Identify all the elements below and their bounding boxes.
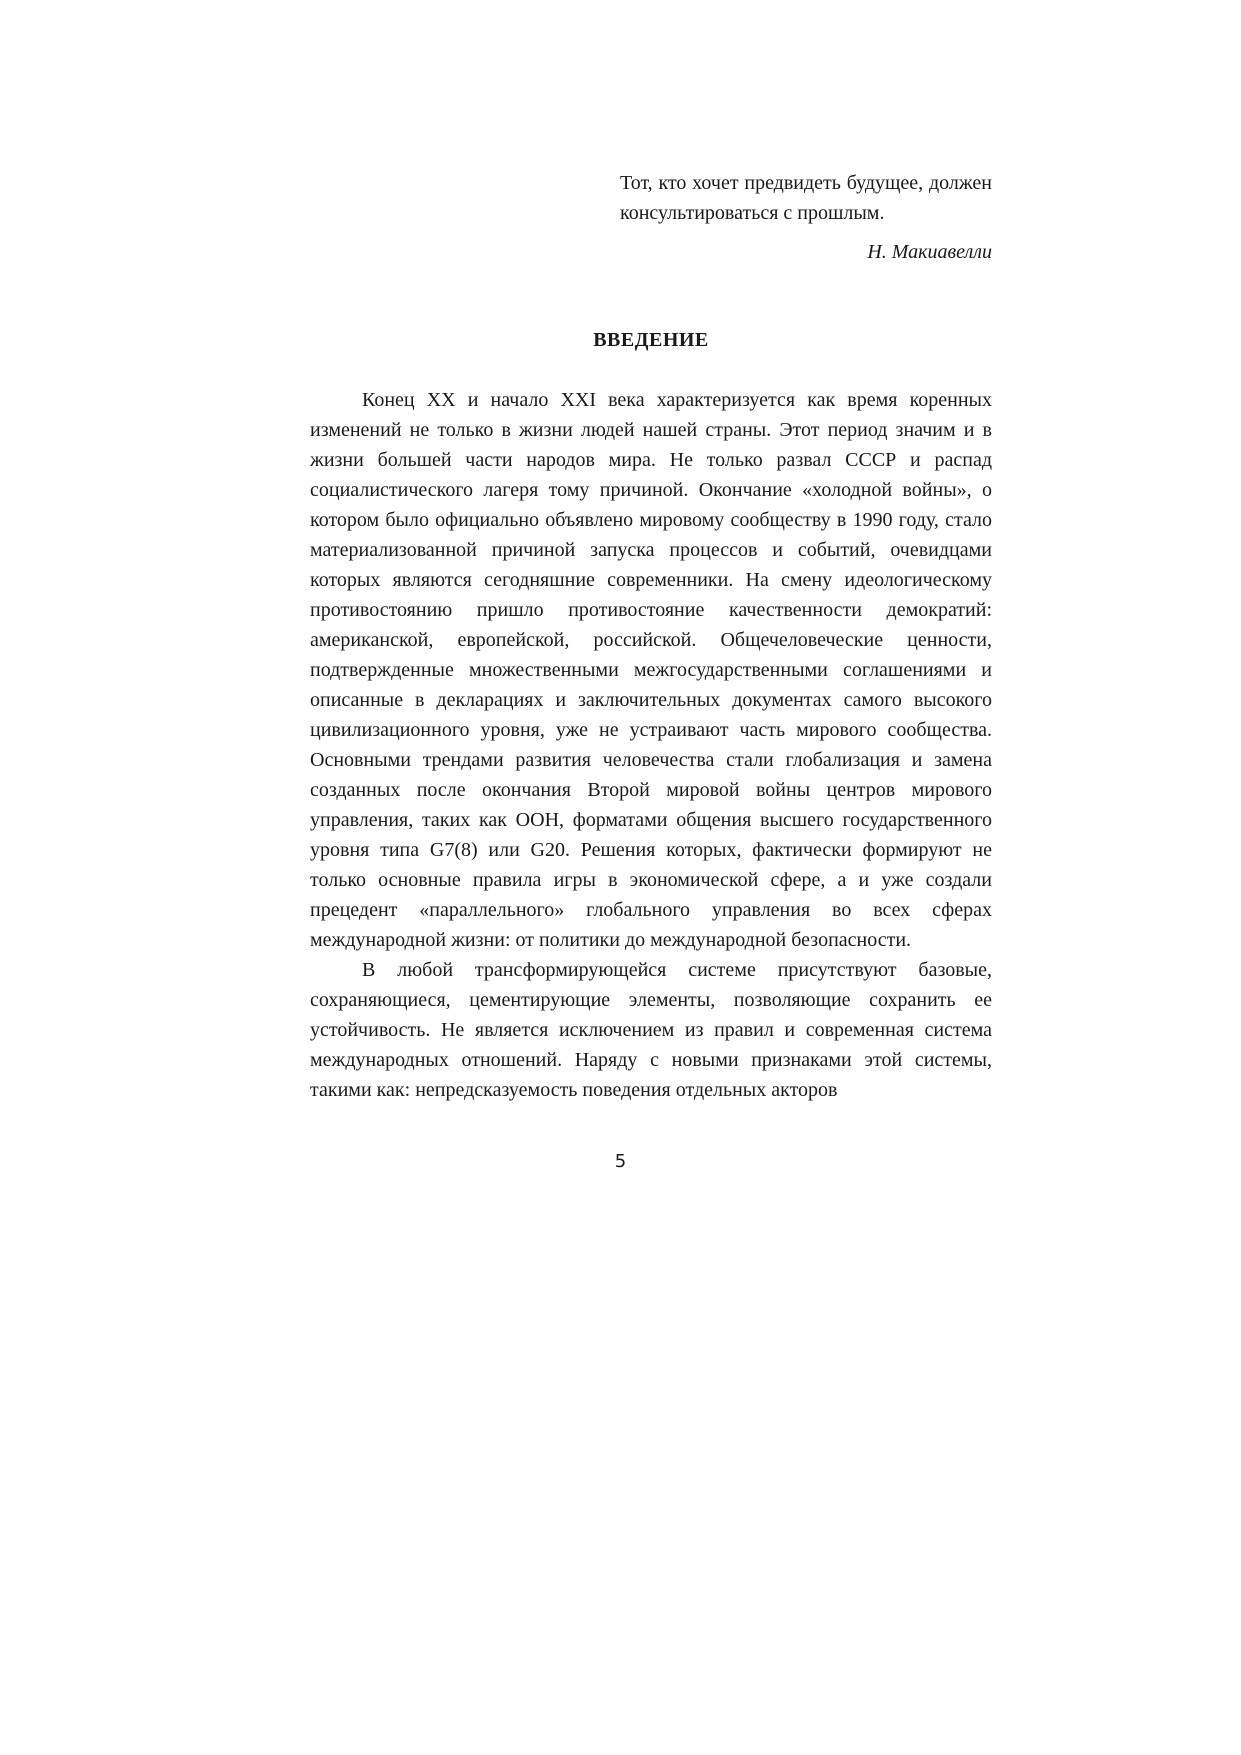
epigraph-author: Н. Макиавелли — [867, 241, 992, 263]
epigraph-quote: Тот, кто хочет предвидеть будущее, должен консультироваться с прошлым. — [620, 172, 992, 224]
body-text — [310, 385, 992, 1105]
epigraph — [620, 168, 992, 267]
chapter-title: ВВЕДЕНИЕ — [593, 329, 709, 351]
paragraph-1: Конец XX и начало XXI века характеризуется как время коренных изменений не только в жизни людей нашей страны. Этот период значим и в жизни большей части народов мира. Не только развал СССР и распад социалистического лагеря тому причиной. Окончание «холодной войны», о котором было официально объявлено мировому сообществу в 1990 году, стало материализованной причиной запуска процессов и событий, очевидцами которых являются сегодняшние современники. На смену идеологическому противостоянию пришло противостояние качественности демократий: американской, европейской, российской. Общечеловеческие ценности, подтвержденные множественными межгосударственными соглашениями и описанные в декларациях и заключительных документах самого высокого цивилизационного уровня, уже не устраивают часть мирового сообщества. Основными трендами развития человечества стали глобализация и замена созданных после окончания Второй мировой войны центров мирового управления, таких как ООН, форматами общения высшего государственного уровня типа G7(8) или G20. Решения которых, фактически формируют не только основные правила игры в экономической сфере, а и уже создали прецедент «параллельного» глобального управления во всех сферах международной жизни: от политики до международной безопасности. — [310, 389, 992, 951]
paragraph-2: В любой трансформирующейся системе присутствуют базовые, сохраняющиеся, цементирующие элементы, позволяющие сохранить ее устойчивость. Не является исключением из правил и современная система международных отношений. Наряду с новыми признаками этой системы, такими как: непредсказуемость поведения отдельных акторов — [310, 959, 992, 1101]
page-number: 5 — [614, 1151, 627, 1172]
